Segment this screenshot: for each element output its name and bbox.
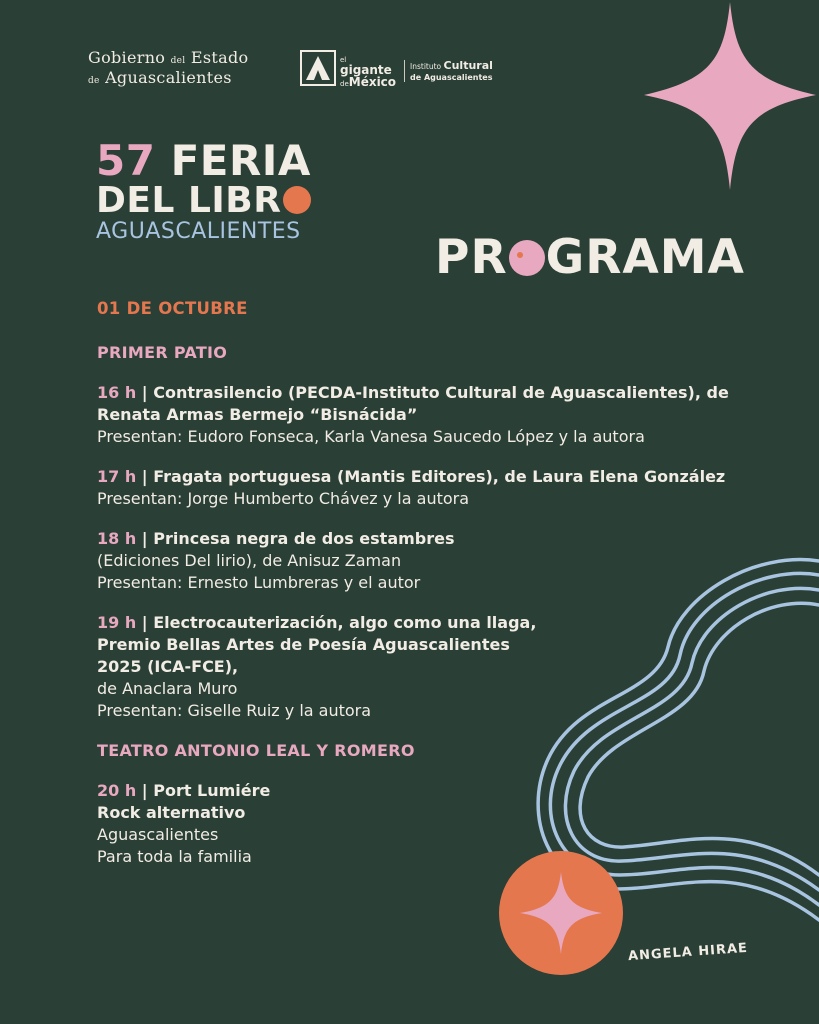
event-origin: Aguascalientes [97,825,219,844]
programa-title [435,230,745,285]
pink-o-dot-icon [509,240,545,276]
programa-rest: GRAMA [545,230,745,285]
event-17h [97,466,737,510]
event-title-line3: 2025 (ICA-FCE), [97,657,239,676]
aguascalientes-text: Aguascalientes [105,68,232,87]
event-title-line4: de Anaclara Muro [97,679,238,698]
orange-o-dot-icon [283,186,311,214]
mexico-text: México [348,75,397,89]
feria-word: FERIA [170,136,311,185]
event-time: 16 h [97,383,137,402]
event-time: 18 h [97,529,137,548]
event-19h [97,612,737,722]
de-small-text: de [340,80,349,88]
event-16h [97,382,737,448]
feria-number: 57 [96,136,156,185]
logo-divider [404,60,405,82]
venue-primer-patio: PRIMER PATIO [97,343,228,362]
program-list [97,298,737,886]
del-text: del [170,56,186,66]
gobierno-text: Gobierno [88,48,166,67]
event-presenters: Presentan: Giselle Ruiz y la autora [97,701,372,720]
de-text: de [88,76,100,86]
program-date: 01 DE OCTUBRE [97,299,248,318]
programa-pr: PR [435,230,508,285]
cultural-text: Cultural [443,59,493,72]
venue-teatro: TEATRO ANTONIO LEAL Y ROMERO [97,741,415,760]
gigante-de-mexico-text [340,52,396,88]
feria-del-libro-logo [96,136,311,244]
event-genre: Rock alternativo [97,803,246,822]
gigante-text: gigante [340,63,392,77]
del-libro-text: DEL LIBR [96,180,282,221]
event-presenters: Presentan: Jorge Humberto Chávez y la autora [97,489,470,508]
event-title: Fragata portuguesa (Mantis Editores), de Laura Elena González [153,467,726,486]
event-20h [97,780,737,868]
event-title: Princesa negra de dos estambres [153,529,455,548]
event-title-line2: (Ediciones Del lirio), de Anisuz Zaman [97,551,402,570]
event-title: Contrasilencio (PECDA-Instituto Cultural de Aguascalientes), de [153,383,729,402]
instituto-text: Instituto [410,62,442,71]
event-separator: | [136,781,154,800]
event-time: 17 h [97,467,137,486]
event-18h [97,528,737,594]
star-decoration-icon [640,0,819,192]
event-separator: | [136,529,154,548]
de-aguascalientes-text: de Aguascalientes [410,72,493,82]
event-presenters: Presentan: Eudoro Fonseca, Karla Vanesa Saucedo López y la autora [97,427,645,446]
event-separator: | [136,467,154,486]
event-presenters: Presentan: Ernesto Lumbreras y el autor [97,573,421,592]
gobierno-aguascalientes-logo [88,50,248,86]
event-separator: | [136,613,154,632]
feria-city-text: AGUASCALIENTES [96,219,301,244]
event-audience: Para toda la familia [97,847,252,866]
instituto-cultural-logo [410,60,493,82]
event-time: 19 h [97,613,137,632]
el-text: el [340,56,347,64]
event-title-line2: Premio Bellas Artes de Poesía Aguascalientes [97,635,510,654]
event-time: 20 h [97,781,137,800]
gigante-logo-icon [300,50,336,86]
event-title: Electrocauterización, algo como una llaga, [153,613,537,632]
artist-signature: ANGELA HIRAE [627,940,749,965]
event-title-line2: Renata Armas Bermejo “Bisnácida” [97,405,418,424]
event-separator: | [136,383,154,402]
estado-text: Estado [190,48,249,67]
event-title: Port Lumiére [153,781,271,800]
